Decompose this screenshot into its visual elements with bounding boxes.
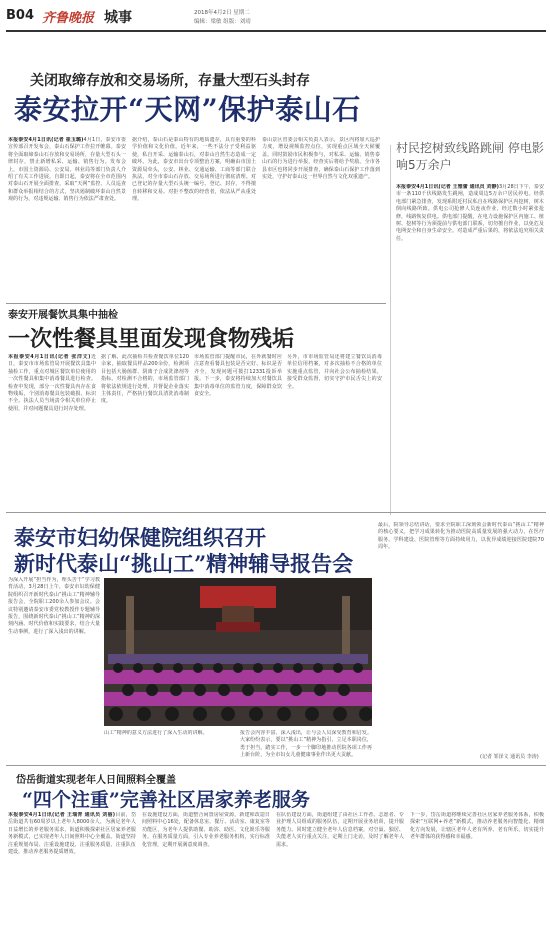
story4-column-2: 在设施建设方面，街道整合闲置房屋资源，新建和改造日间照料中心16处，配备休息室、餐厅、活动室、康复室等功能区，为老年人提供助餐、助浴、助医、文化娱乐等服务。在服务质量方面，引入专业养老服务机构，实行标准化管理，定期开展满意度调查。 (142, 812, 270, 848)
story2-kicker: 泰安开展餐饮具集中抽检 (8, 310, 118, 321)
story2-column-2: 据了解，此次抽检共检查餐饮单位120余家，抽取餐具样品200余份，检测项目包括大肠菌群、阴离子合成洗涤剂等指标。对检测不合格的，市场监管部门将依法依规进行处理，并督促企业落实主体责任，严格执行餐饮具清洗消毒制度。 (101, 354, 189, 405)
story3-column-3: 最后，院领导总结讲话，要求全院职工深刻领会新时代泰山“挑山工”精神的核心要义，把学习成果转化为推动医院高质量发展的强大动力，在医疗服务、学科建设、医院管理等方面持续用力，以优异成绩迎接医院建院70周年。 (378, 522, 544, 551)
masthead-logo: 齐鲁晚报 (42, 11, 95, 26)
sidebar-divider (390, 145, 391, 515)
story2-byline: 本报泰安4月1日讯(记者 张洋文) (8, 354, 91, 360)
story3-column-1: 为深入开展“担当作为，埋头苦干”学习教育活动，3月28日上午，泰安市妇幼保健院组织召开新时代泰山“挑山工”精神辅导报告会，全院职工200余人参加会议。会议特别邀请泰安市委党校教授作专题辅导报告，围绕新时代泰山“挑山工”精神的深刻内涵、时代价值和实践要求，结合大量生动事例，进行了深入浅出的讲解。 (8, 577, 100, 635)
story4-top-rule (6, 765, 546, 766)
story4-column-3: 在队伍建设方面，街道组建了由社区工作者、志愿者、专业护理人员组成的服务队伍，定期开展业务培训，提升服务能力。同时建立健全老年人信息档案，对空巢、独居、失能老人实行重点关注，定期上门走访，及时了解老年人需求。 (276, 812, 404, 848)
story4-title: “四个注重”完善社区居家养老服务 (22, 789, 310, 811)
page-number: B04 (6, 8, 34, 23)
story1-column-1: 本报泰安4月1日讯(记者 崔玉璐)4月1日，泰安市委宣传部召开发布会，泰山石保护工作拉开帷幕。泰安将全面取缔泰山石存放和交易场所，存量大型石头一律封存，禁止新增私采、运输、销售行为。发布会上，市国土资源局、公安局、林业局等部门负责人介绍了有关工作进展。自即日起，泰安将在全市范围内对泰山石开展全面排查，采取“天网”监控、人员巡查和群众举报相结合的方式，坚决遏制破坏泰山自然景观的行为，对违规运输、销售行为依法严肃查处。 (8, 137, 126, 203)
story2-top-rule (6, 303, 386, 304)
story1-byline: 本报泰安4月1日讯(记者 崔玉璐) (8, 137, 84, 143)
story1-title: 泰安拉开“天网”保护泰山石 (14, 93, 361, 126)
sidebar-title: 村民挖树致线路跳闸 停电影响5万余户 (396, 141, 544, 172)
sidebar-byline: 本报泰安4月1日讯(记者 王雅蕾 通讯员 刘静) (396, 184, 499, 190)
editor-credits: 编辑：梁敏 组版：刘靖 (194, 19, 251, 25)
conference-photo (104, 578, 372, 726)
story3-top-rule (6, 512, 546, 513)
story3-credit: (记者 邹泽文 通讯员 李涛) (480, 754, 539, 760)
story1-column-3: 泰山景区管委会相关负责人表示，景区内将加大巡护力度，增设视频监控点位，实现重点区域全天候覆盖。同时鼓励市民积极参与，对私采、运输、销售泰山石的行为进行举报，经查实后将给予奖励。全市各县市区也将同步开展排查，确保泰山石保护工作落到实处，守护好泰山这一世界自然与文化双重遗产。 (262, 137, 380, 181)
story3-column-2: 报告会内容丰富、深入浅出，让与会人员深受教育和启发。大家纷纷表示，要以“挑山工”精神为指引，立足本职岗位，勇于担当，踏实工作，一步一个脚印地推动医院各项工作再上新台阶，为全市妇女儿童健康事业作出更大贡献。 (240, 730, 372, 759)
story1-column-2: 据介绍，泰山石是泰山特有的地质遗存，具有重要的科学价值和文化价值。近年来，一些不法分子受利益驱使，私自开采、运输泰山石，对泰山自然生态造成一定破坏。为此，泰安市出台专项整治方案，明确由市国土资源局牵头，公安、林业、交通运输、工商等部门联合执法，对全市泰山石存放、交易场所进行彻底清理。对已登记的存量大型石头统一编号、登记、封存，不得擅自转移和交易。对拒不整改的经营者，依法从严从重处理。 (132, 137, 256, 203)
conference-photo-graphic (104, 578, 372, 726)
story2-column-1: 本报泰安4月1日讯(记者 张洋文)近日，泰安市市场监管局开展餐饮具集中抽检工作，重点对城区餐饮单位使用的一次性餐具和集中消毒餐具进行检查。检查中发现，部分一次性餐具内存在食物残垢，个别消毒餐具包装破损、标识不全。执法人员当场责令相关单位停止使用，并对问题餐具进行封存处理。 (8, 354, 96, 412)
story4-kicker: 岱岳街道实现老年人日间照料全覆盖 (16, 775, 176, 786)
story4-column-1: 本报泰安4月1日讯(记者 王瑞青 通讯员 刘丽)目前，岱岳街道共有60周岁以上老年人8000余人，为满足老年人日益增长的养老服务需求，街道积极探索社区居家养老服务新模式，已实现老年人日间照料中心全覆盖。街道坚持注重规划布局、注重设施建设、注重服务质量、注重队伍建设，推动养老服务提质增效。 (8, 812, 136, 856)
story2-column-4: 另外，市市场监管局还将建立餐饮具消毒单位信用档案，对多次抽检不合格的单位实施重点监管，并向社会公布抽检结果，接受群众监督，切实守护市民舌尖上的安全。 (287, 354, 382, 390)
story3-title-line2: 新时代泰山“挑山工”精神辅导报告会 (14, 551, 354, 576)
story3-title-line1: 泰安市妇幼保健院组织召开 (14, 525, 266, 550)
photo-caption: 山工”精神的意义方法进行了深入生动的讲解。 (104, 730, 208, 736)
story4-column-4: 下一步，岱岳街道将继续完善社区居家养老服务体系，积极探索“互联网+养老”新模式，推动养老服务向智能化、精细化方向发展，让辖区老年人老有所养、老有所乐，切实提升老年群体的获得感和幸福感。 (410, 812, 544, 841)
issue-date: 2018年4月2日 星期二 (194, 10, 250, 16)
story2-column-3: 市场监管部门提醒市民，在外就餐时应注意查看餐具包装是否完好、标识是否齐全，发现问题可拨打12331投诉举报。下一步，泰安将持续加大对餐饮具集中消毒单位的监管力度，保障群众饮食安全。 (194, 354, 282, 398)
story2-title: 一次性餐具里面发现食物残垢 (8, 327, 295, 352)
story4-byline: 本报泰安4月1日讯(记者 王瑞青 通讯员 刘丽) (8, 812, 116, 818)
sidebar-body: 本报泰安4月1日讯(记者 王雅蕾 通讯员 刘静)3月28日下午，泰安市一条110千伏线路发生跳闸，造成周边5万余户居民停电。经供电部门紧急排查，发现系附近村民私自在线路保护区内挖树，树木倒向线路所致。供电公司抢修人员连夜作业，经过数小时紧张抢修，线路恢复供电。供电部门提醒，在电力设施保护区内施工、植树、挖树等行为须提前与供电部门联系，切勿擅自作业，以免危及电网安全和自身生命安全。对造成严重后果的，将依法追究相关责任。 (396, 184, 544, 242)
story1-kicker: 关闭取缔存放和交易场所，存量大型石头封存 (30, 73, 310, 89)
section-title: 城事 (104, 10, 132, 26)
header-rule (6, 30, 546, 32)
